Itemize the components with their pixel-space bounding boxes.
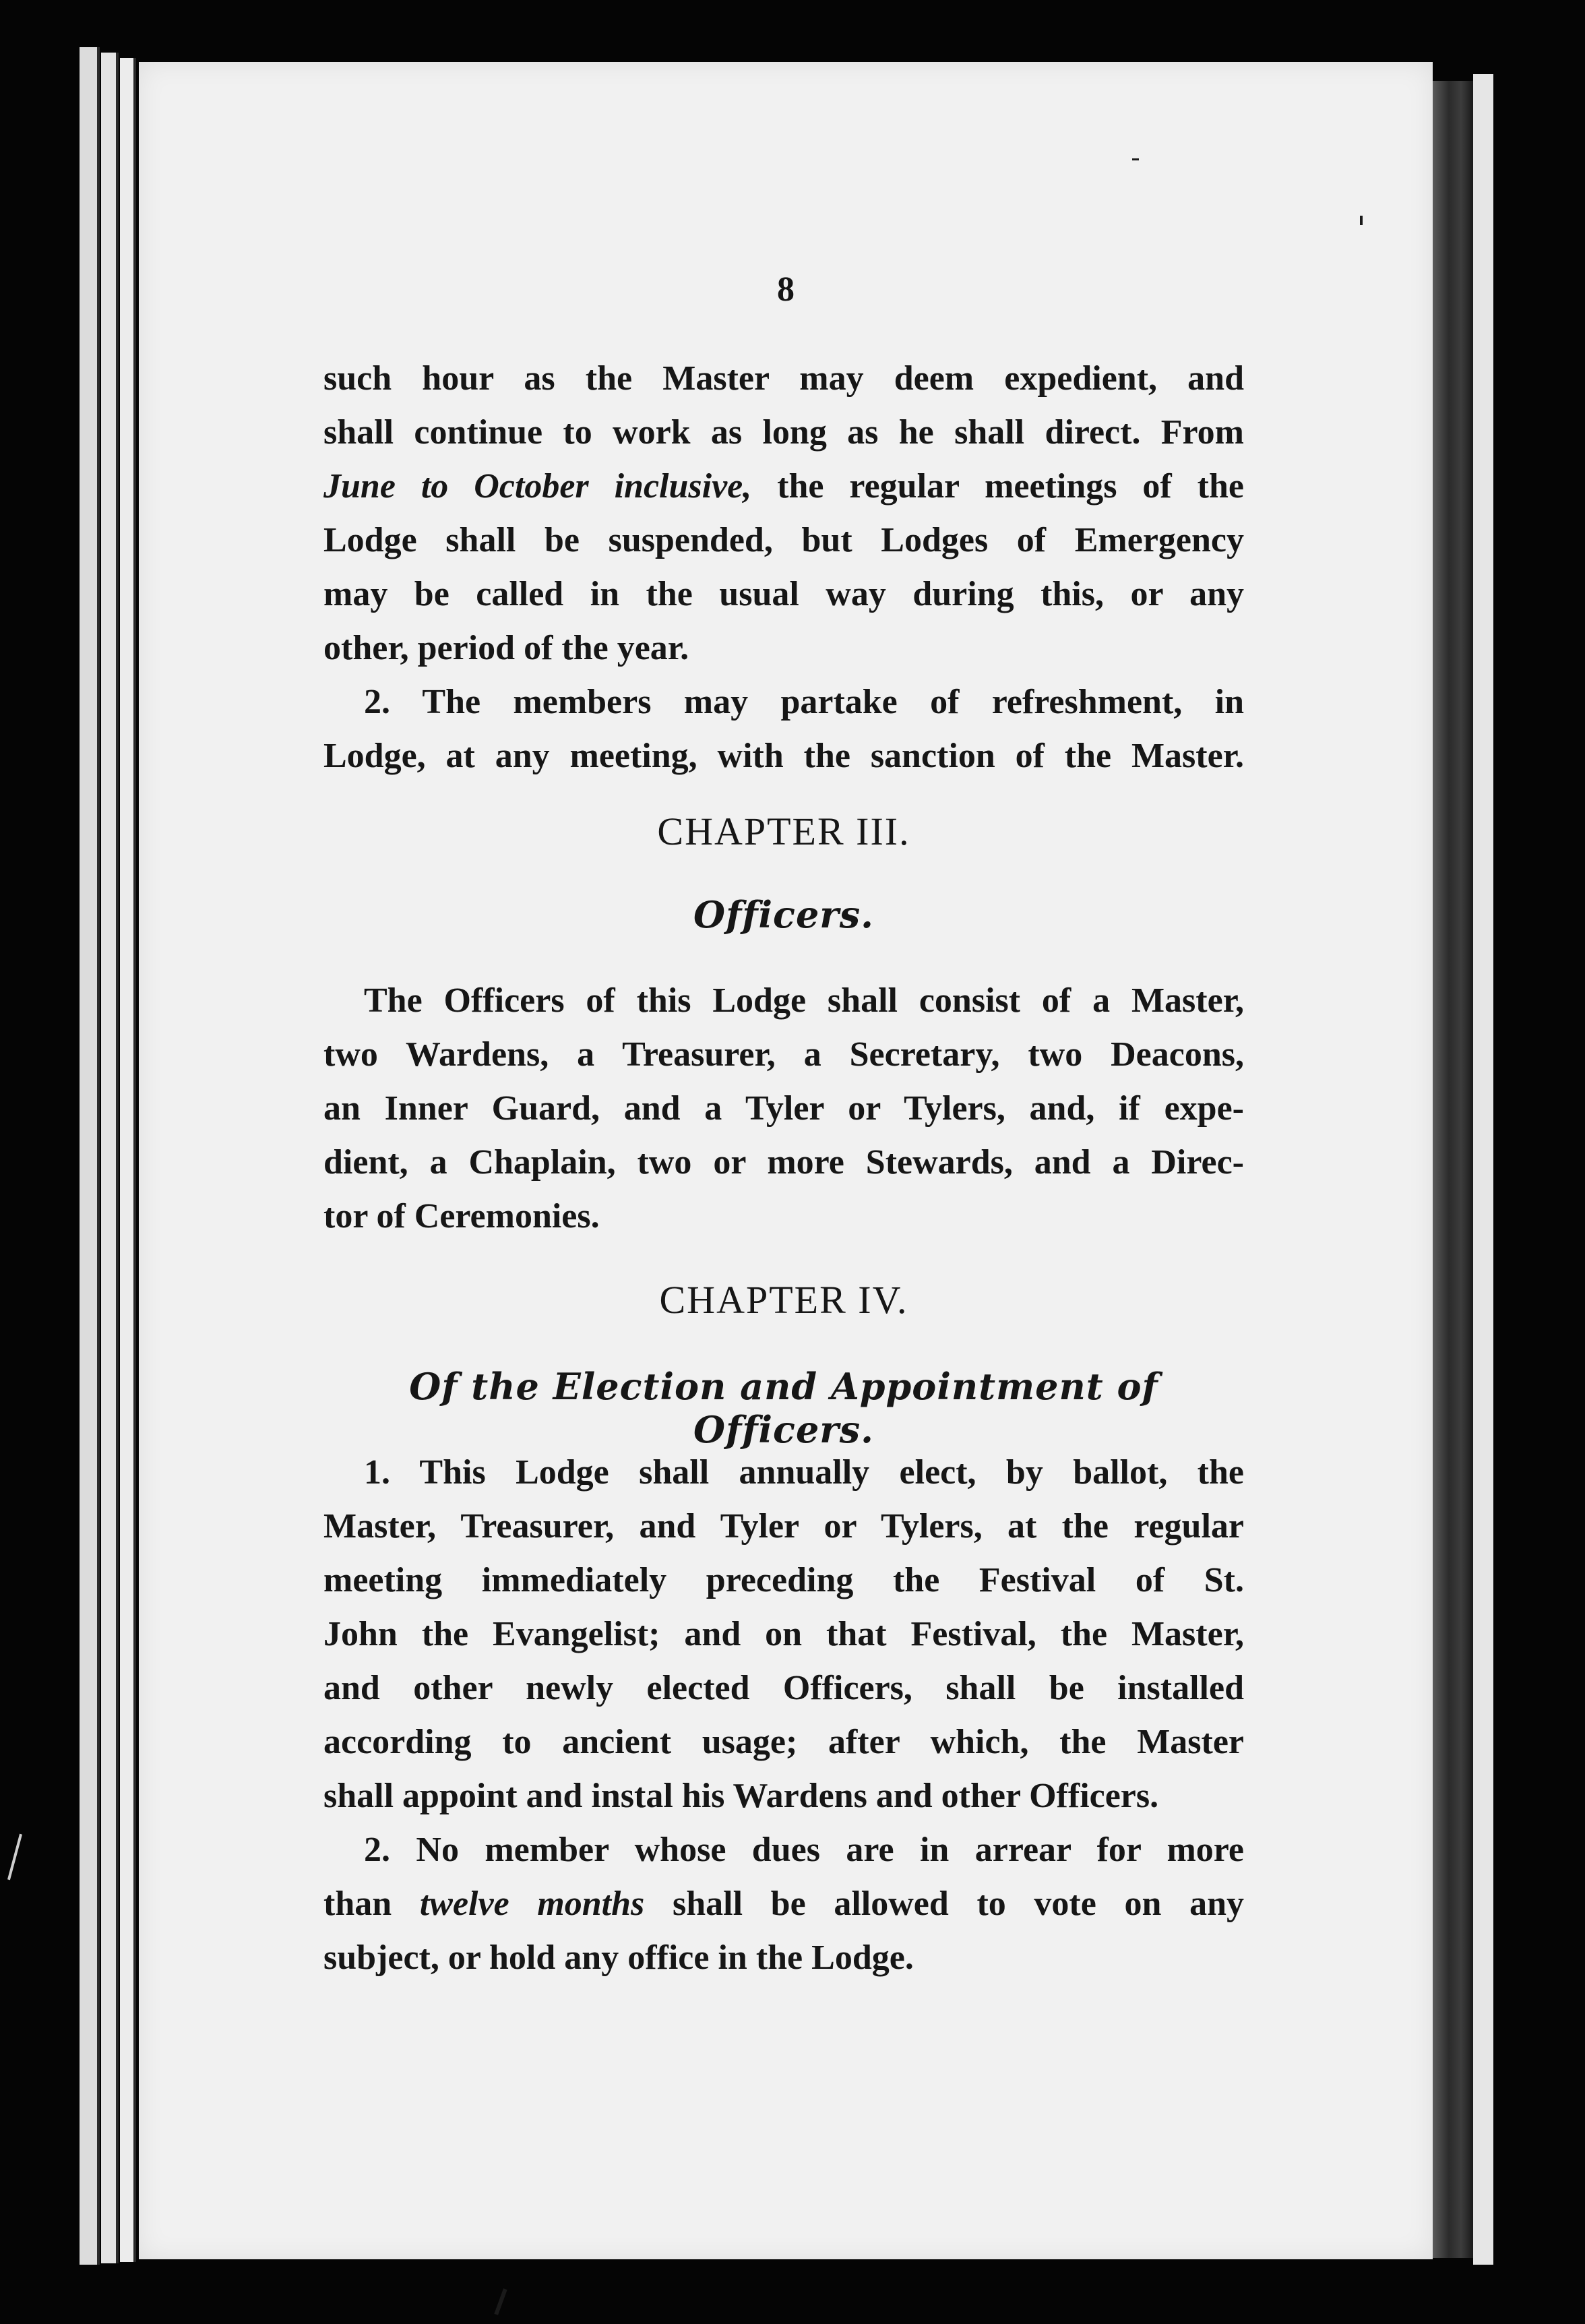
- page-edge-line: [116, 53, 119, 2263]
- text-span: than: [323, 1885, 420, 1923]
- chapter-subtitle: Of the Election and Appointment of Officers.: [409, 1365, 1158, 1451]
- text-line: 1. This Lodge shall annually elect, by ballot, the: [364, 1453, 1244, 1492]
- book-spine: [1433, 81, 1473, 2258]
- scan-speck: [1132, 158, 1139, 160]
- text-line: Master, Treasurer, and Tyler or Tylers, at the regular: [323, 1507, 1244, 1546]
- page-edge-line: [133, 58, 136, 2262]
- italic-phrase: twelve months: [419, 1885, 645, 1923]
- text-line: shall appoint and instal his Wardens and other Officers.: [323, 1777, 1159, 1815]
- text-span: shall be allowed to vote on any: [644, 1885, 1245, 1923]
- text-line: according to ancient usage; after which, the Master: [323, 1723, 1244, 1761]
- text-line: other, period of the year.: [323, 629, 689, 667]
- text-line: dient, a Chaplain, two or more Stewards, and a Direc-: [323, 1143, 1244, 1182]
- text-line: meeting immediately preceding the Festival of St.: [323, 1561, 1244, 1599]
- text-line: 2. No member whose dues are in arrear for more: [364, 1831, 1244, 1869]
- page-edge: [101, 53, 116, 2263]
- text-line: subject, or hold any office in the Lodge.: [323, 1938, 914, 1977]
- page-edge-line: [97, 47, 100, 2265]
- page-edge: [80, 47, 97, 2265]
- text-line: John the Evangelist; and on that Festival, the Master,: [323, 1615, 1244, 1653]
- text-line: shall continue to work as long as he shall direct. From: [323, 413, 1244, 452]
- text-span: the regular meetings of the: [751, 467, 1244, 506]
- scan-speck: [1360, 216, 1363, 225]
- chapter-heading: CHAPTER IV.: [659, 1278, 908, 1322]
- text-line: may be called in the usual way during this, or any: [323, 575, 1244, 613]
- text-line: such hour as the Master may deem expedient, and: [323, 359, 1244, 398]
- chapter-heading: CHAPTER III.: [657, 809, 910, 853]
- book-spine-edge: [1473, 74, 1493, 2265]
- text-line: and other newly elected Officers, shall be installed: [323, 1669, 1244, 1707]
- text-line: Lodge shall be suspended, but Lodges of Emergency: [323, 521, 1244, 559]
- text-line: an Inner Guard, and a Tyler or Tylers, and, if expe-: [323, 1089, 1244, 1128]
- text-line: two Wardens, a Treasurer, a Secretary, two Deacons,: [323, 1035, 1244, 1074]
- text-line: [323, 1884, 1244, 1924]
- text-line: Lodge, at any meeting, with the sanction of the Master.: [323, 737, 1244, 775]
- text-line: 2. The members may partake of refreshment, in: [364, 683, 1244, 721]
- page-number: 8: [777, 270, 795, 309]
- text-line: [323, 466, 1244, 507]
- chapter-subtitle: Officers.: [693, 893, 874, 936]
- italic-phrase: June to October inclusive,: [323, 467, 752, 506]
- text-line: tor of Ceremonies.: [323, 1197, 600, 1235]
- scan-bottom-band: [0, 2265, 1585, 2324]
- page-edge: [120, 58, 133, 2262]
- text-line: The Officers of this Lodge shall consist of a Master,: [364, 981, 1244, 1020]
